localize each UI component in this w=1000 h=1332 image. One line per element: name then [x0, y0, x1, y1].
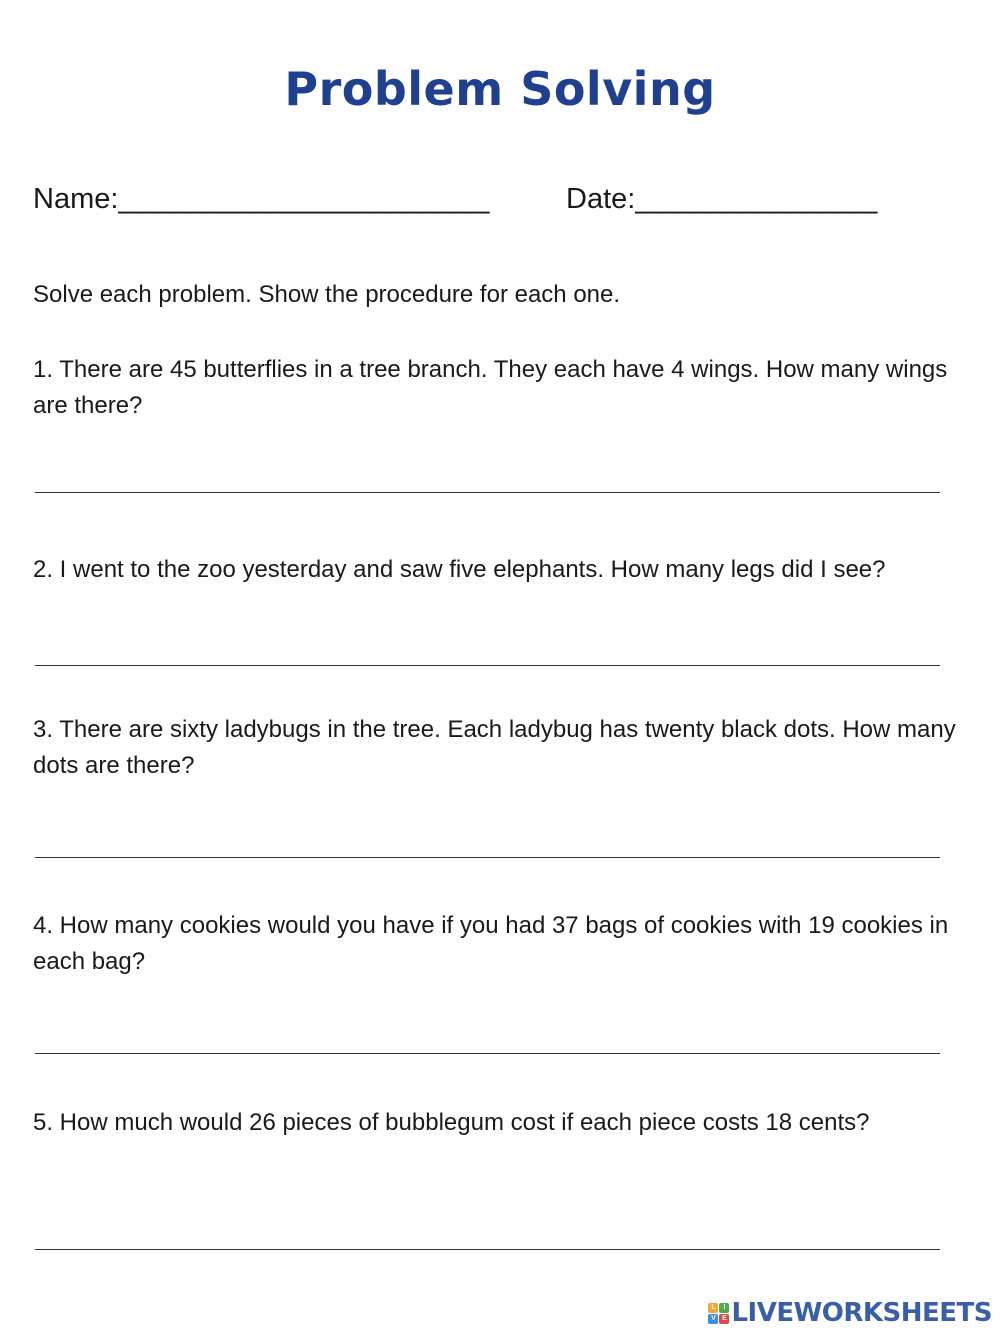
- answer-line-1[interactable]: [35, 492, 940, 493]
- question-2: 2. I went to the zoo yesterday and saw five elephants. How many legs did I see?: [33, 556, 886, 583]
- liveworksheets-mark-icon: [708, 1303, 729, 1324]
- name-field[interactable]: Name:_______________________: [33, 183, 490, 215]
- answer-line-2[interactable]: [35, 665, 940, 666]
- question-5: 5. How much would 26 pieces of bubblegum cost if each piece costs 18 cents?: [33, 1109, 870, 1136]
- answer-line-5[interactable]: [35, 1249, 940, 1250]
- question-3: 3. There are sixty ladybugs in the tree. Each ladybug has twenty black dots. How many dots are there?: [33, 716, 956, 779]
- page-title: Problem Solving: [284, 62, 716, 116]
- question-4: 4. How many cookies would you have if you had 37 bags of cookies with 19 cookies in each bag?: [33, 912, 949, 975]
- mark-tile: L: [708, 1303, 718, 1313]
- mark-tile: E: [719, 1314, 729, 1324]
- mark-tile: I: [719, 1303, 729, 1313]
- liveworksheets-logo: [708, 1298, 992, 1328]
- mark-tile: V: [708, 1314, 718, 1324]
- question-1: 1. There are 45 butterflies in a tree branch. They each have 4 wings. How many wings are there?: [33, 356, 948, 419]
- logo-text: LIVEWORKSHEETS: [731, 1298, 992, 1328]
- instructions: Solve each problem. Show the procedure for each one.: [33, 281, 621, 308]
- answer-line-4[interactable]: [35, 1053, 940, 1054]
- answer-line-3[interactable]: [35, 857, 940, 858]
- date-field[interactable]: Date:_______________: [566, 183, 878, 215]
